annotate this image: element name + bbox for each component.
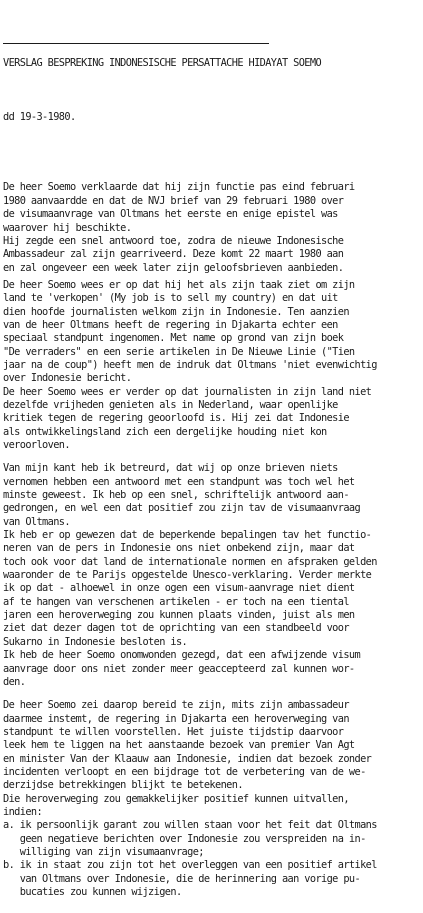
text-line: kritiek tegen de regering geoorloofd is. Hij zei dat Indonesie — [3, 412, 349, 425]
text-line: derzijdse betrekkingen blijkt te betekenen. — [3, 779, 243, 792]
text-line: minste geweest. Ik heb op een snel, schriftelijk antwoord aan- — [3, 489, 349, 502]
text-line: van Oltmans over Indonesie, die de herinnering aan vorige pu- — [3, 872, 361, 885]
text-line: bucaties zou kunnen wijzigen. — [3, 886, 182, 898]
text-line: toch ook voor dat land de internationale normen en afspraken gelden — [3, 555, 377, 568]
text-line: a. ik persoonlijk garant zou willen staan voor het feit dat Oltmans — [3, 819, 377, 832]
title-underline — [3, 43, 269, 44]
text-line: Ik heb er op gewezen dat de beperkende bepalingen tav het functio- — [3, 529, 372, 542]
text-line: Hij zegde een snel antwoord toe, zodra de nieuwe Indonesische — [3, 234, 344, 247]
document-title: VERSLAG BESPREKING INDONESISCHE PERSATTACHE HIDAYAT SOEMO — [3, 57, 322, 70]
text-line: over Indonesie bericht. — [3, 372, 132, 385]
text-line: en zal ongeveer een week later zijn geloofsbrieven aanbieden. — [3, 261, 344, 274]
text-line: aanvrage door ons niet zonder meer geaccepteerd zal kunnen wor- — [3, 662, 355, 675]
text-line: de visumaanvrage van Oltmans het eerste en enige epistel was — [3, 208, 338, 221]
text-line: Van mijn kant heb ik betreurd, dat wij op onze brieven niets — [3, 462, 338, 475]
text-line: ik op dat - alhoewel in onze ogen een visum-aanvrage niet dient — [3, 582, 355, 595]
text-line: Ik heb de heer Soemo onomwonden gezegd, dat een afwijzende visum — [3, 649, 361, 662]
text-line: van Oltmans. — [3, 515, 70, 528]
text-line: neren van de pers in Indonesie ons niet onbekend zijn, maar dat — [3, 542, 355, 555]
text-line: dezelfde vrijheden genieten als in Nederland, waar openlijke — [3, 398, 338, 411]
text-line: 1980 aanvaardde en dat de NVJ brief van 29 februari 1980 over — [3, 194, 344, 207]
text-line: Die heroverweging zou gemakkelijker positief kunnen uitvallen, — [3, 792, 349, 805]
text-line: De heer Soemo wees er verder op dat journalisten in zijn land niet — [3, 385, 372, 398]
text-line: af te hangen van verschenen artikelen - er toch na een tiental — [3, 595, 349, 608]
text-line: den. — [3, 675, 26, 688]
paragraph — [3, 462, 417, 689]
paragraph — [3, 181, 417, 274]
paragraph — [3, 279, 417, 452]
document-header — [3, 31, 417, 151]
text-line: "De verraders" en een serie artikelen in De Nieuwe Linie ("Tien — [3, 345, 355, 358]
text-line: waaronder de te Parijs opgestelde Unesco-verklaring. Verder merkte — [3, 569, 372, 582]
text-line: daarmee instemt, de regering in Djakarta een heroverweging van — [3, 712, 349, 725]
text-line: leek hem te liggen na het aanstaande bezoek van premier Van Agt — [3, 739, 355, 752]
text-line: gedrongen, en wel een dat positief zou zijn tav de visumaanvraag — [3, 502, 361, 515]
text-line: van de heer Oltmans heeft de regering in Djakarta echter een — [3, 318, 338, 331]
paragraph — [3, 699, 417, 899]
text-line: De heer Soemo verklaarde dat hij zijn functie pas eind februari — [3, 181, 355, 194]
document-body — [3, 181, 417, 899]
text-line: geen negatieve berichten over Indonesie zou verspreiden na in- — [3, 832, 366, 845]
text-line: Ambassadeur zal zijn gearriveerd. Deze komt 22 maart 1980 aan — [3, 248, 344, 261]
text-line: b. ik in staat zou zijn tot het overleggen van een positief artikel — [3, 859, 377, 872]
text-line: ziet dat dezer dagen tot de oprichting van een standbeeld voor — [3, 622, 349, 635]
text-line: incidenten verloopt en een bijdrage tot de verbetering van de we- — [3, 765, 366, 778]
text-line: speciaal standpunt ingenomen. Met name op grond van zijn boek — [3, 332, 344, 345]
text-line: indien: — [3, 805, 43, 818]
text-line: jaar na de coup") heeft men de indruk dat Oltmans 'niet evenwichtig — [3, 358, 377, 371]
text-line: De heer Soemo zei daarop bereid te zijn, mits zijn ambassadeur — [3, 699, 349, 712]
text-line: standpunt te willen voorstellen. Het juiste tijdstip daarvoor — [3, 725, 344, 738]
text-line: De heer Soemo wees er op dat hij het als zijn taak ziet om zijn — [3, 278, 355, 291]
document-date: dd 19-3-1980. — [3, 110, 76, 123]
text-line: Sukarno in Indonesie besloten is. — [3, 635, 188, 648]
text-line: veroorloven. — [3, 439, 70, 451]
text-line: land te 'verkopen' (My job is to sell my country) en dat uit — [3, 292, 338, 305]
text-line: en minister Van der Klaauw aan Indonesie, indien dat bezoek zonder — [3, 752, 372, 765]
text-line: jaren een heroverweging zou kunnen plaats vinden, juist als men — [3, 609, 355, 622]
text-line: williging van zijn visumaanvrage; — [3, 845, 204, 858]
text-line: dien hoofde journalisten welkom zijn in Indonesie. Ten aanzien — [3, 305, 349, 318]
text-line: vernomen hebben een antwoord met een standpunt was toch wel het — [3, 475, 355, 488]
text-line: waarover hij beschikte. — [3, 221, 132, 234]
text-line: als ontwikkelingsland zich een dergelijke houding niet kon — [3, 425, 327, 438]
